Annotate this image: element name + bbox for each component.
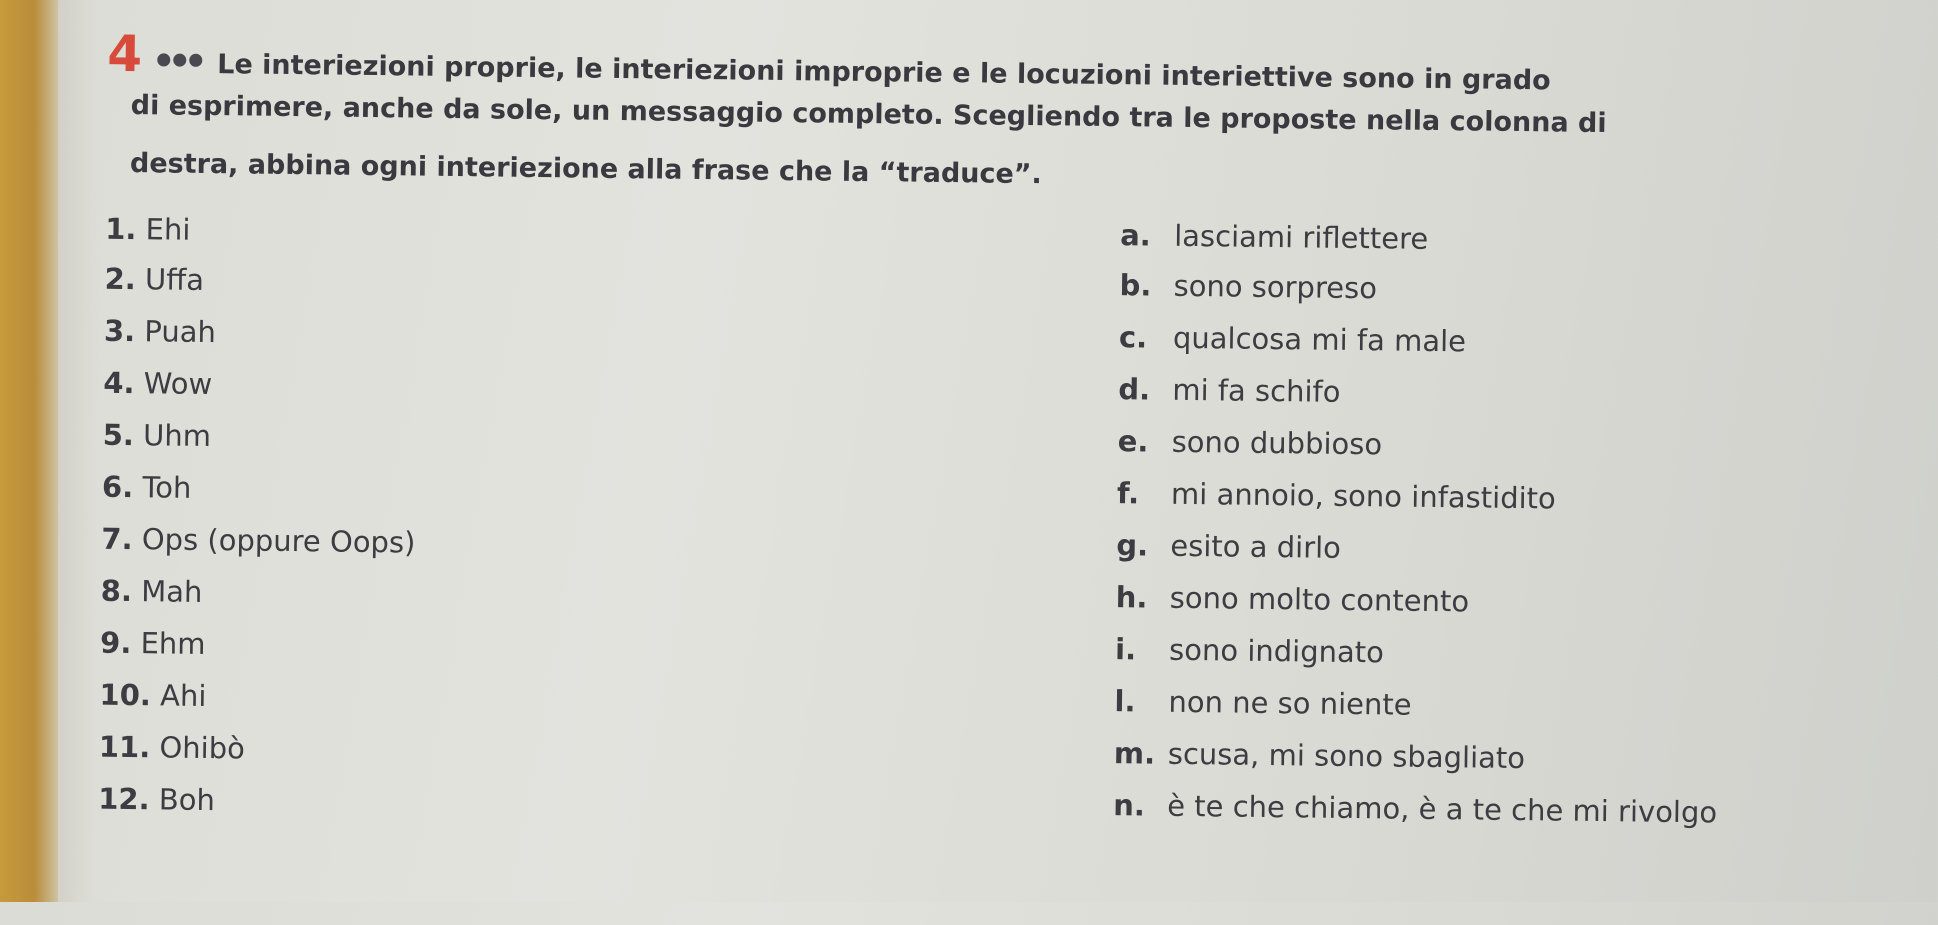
meaning-letter: d. — [1118, 372, 1151, 407]
interjection-item — [101, 573, 203, 610]
interjection-number: 7. — [101, 521, 133, 557]
exercise-number: 4 — [106, 24, 143, 84]
interjection-item — [104, 313, 216, 350]
meaning-text: non ne so niente — [1168, 684, 1412, 722]
interjection-text: Uffa — [144, 262, 205, 297]
meaning-text: sono dubbioso — [1171, 424, 1383, 462]
instruction-line-1: Le interiezioni proprie, le interiezioni improprie e le locuzioni interiettive sono in grado — [217, 49, 1551, 97]
meaning-item — [1117, 423, 1382, 462]
exercise-page — [37, 0, 1928, 925]
interjection-text: Ehm — [140, 626, 206, 661]
meaning-item — [1115, 631, 1384, 670]
interjection-item — [100, 625, 206, 662]
meaning-letter: n. — [1113, 788, 1146, 823]
interjection-text: Mah — [140, 574, 203, 609]
interjection-item — [105, 211, 191, 248]
meaning-letter: m. — [1113, 736, 1156, 771]
meaning-letter: e. — [1117, 424, 1149, 459]
interjection-number: 3. — [103, 313, 136, 349]
meaning-letter: i. — [1114, 632, 1137, 667]
interjection-number: 6. — [101, 469, 134, 505]
interjection-item — [101, 521, 415, 561]
interjection-number: 1. — [105, 211, 137, 247]
meaning-text: sono indignato — [1168, 632, 1385, 670]
interjection-number: 8. — [100, 573, 133, 609]
meaning-item — [1117, 475, 1556, 516]
meaning-item — [1119, 319, 1466, 359]
meaning-text: sono sorpreso — [1173, 268, 1378, 306]
meaning-letter: f. — [1116, 476, 1140, 511]
meaning-item — [1120, 217, 1428, 257]
interjection-number: 12. — [98, 781, 150, 817]
meaning-text: mi annoio, sono infastidito — [1170, 476, 1556, 516]
interjection-text: Uhm — [142, 418, 212, 454]
interjection-number: 4. — [103, 365, 135, 401]
interjection-text: Ehi — [145, 212, 191, 247]
meaning-item — [1118, 371, 1341, 410]
meaning-item — [1113, 787, 1717, 830]
instruction-line-2: di esprimere, anche da sole, un messaggio completo. Scegliendo tra le proposte nella colonna di — [130, 90, 1607, 140]
interjection-text: Ahi — [159, 678, 207, 713]
meaning-letter: a. — [1119, 218, 1152, 253]
interjection-item — [99, 677, 206, 714]
meaning-text: lasciami riflettere — [1173, 218, 1429, 256]
interjection-item — [102, 469, 192, 506]
interjection-item — [103, 365, 212, 402]
meaning-letter: l. — [1114, 684, 1136, 719]
meaning-text: qualcosa mi fa male — [1172, 320, 1467, 359]
meaning-text: scusa, mi sono sbagliato — [1167, 736, 1526, 776]
meaning-letter: h. — [1115, 580, 1148, 615]
meaning-item — [1114, 735, 1526, 776]
interjection-number: 11. — [98, 729, 151, 765]
interjection-text: Wow — [143, 366, 213, 402]
meaning-letter: c. — [1118, 320, 1148, 355]
interjection-text: Toh — [142, 470, 192, 505]
meaning-item — [1116, 579, 1470, 619]
interjection-item — [99, 729, 245, 767]
meaning-text: mi fa schifo — [1172, 372, 1341, 409]
interjection-number: 10. — [99, 677, 152, 713]
difficulty-dot — [157, 53, 170, 66]
instruction-line-3: destra, abbina ogni interiezione alla frase che la “traduce”. — [129, 148, 1042, 191]
interjection-number: 9. — [99, 625, 132, 661]
meaning-text: è te che chiamo, è a te che mi rivolgo — [1167, 788, 1718, 830]
difficulty-dots-icon — [157, 53, 202, 67]
interjection-number: 2. — [104, 261, 137, 297]
interjection-text: Ops (oppure Oops) — [141, 522, 416, 560]
meaning-text: sono molto contento — [1169, 580, 1470, 619]
interjection-text: Puah — [144, 314, 217, 350]
interjection-item — [102, 417, 211, 454]
interjection-item — [104, 261, 204, 298]
meaning-letter: b. — [1119, 268, 1152, 303]
exercise-header — [106, 23, 1908, 191]
meaning-text: esito a dirlo — [1170, 528, 1342, 565]
meaning-item — [1119, 267, 1377, 306]
interjection-text: Ohibò — [159, 730, 246, 766]
interjection-number: 5. — [102, 417, 135, 453]
meaning-letter: g. — [1116, 528, 1149, 563]
meaning-item — [1114, 683, 1412, 723]
difficulty-dot — [189, 54, 202, 67]
meaning-item — [1116, 527, 1341, 566]
difficulty-dot — [173, 54, 186, 67]
interjection-text: Boh — [158, 782, 216, 818]
interjection-item — [98, 781, 215, 818]
